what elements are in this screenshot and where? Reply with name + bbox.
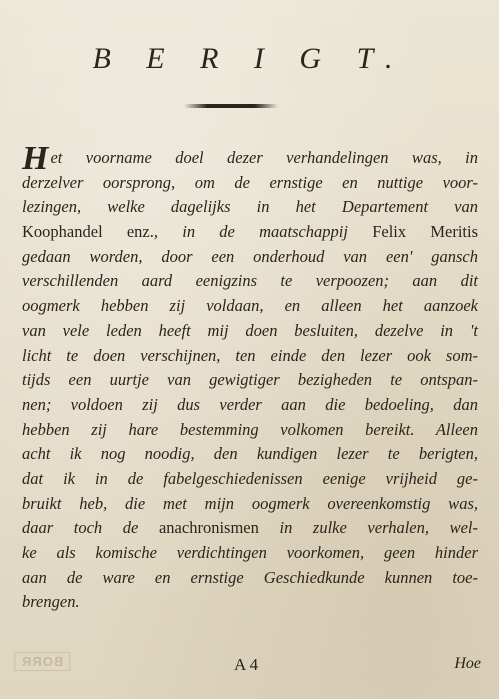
body-text (22, 140, 479, 615)
heading-rule (184, 104, 278, 108)
text-line: tijds een uurtje van gewigtiger bezigheden te ontspan- (22, 370, 478, 390)
text-span: daar toch de (22, 518, 159, 538)
text-span: in de maatschappij (158, 222, 373, 242)
text-line: aan de ware en ernstige Geschiedkunde kunnen toe- (22, 567, 478, 587)
text-line: licht te doen verschijnen, ten einde den lezer ook som- (22, 345, 478, 365)
text-line: dat ik in de fabelgeschiedenissen eenige vrijheid ge- (22, 468, 478, 488)
catchword: Hoe (454, 655, 481, 672)
text-line (22, 516, 478, 541)
drop-cap: H (22, 140, 49, 177)
text-line: verschillenden aard eenigzins te verpoozen; aan dit (22, 271, 478, 291)
text-line: lezingen, welke dagelijks in het Departement van (22, 197, 478, 217)
text-span: in zulke verhalen, wel- (258, 518, 479, 538)
text-line: gedaan worden, door een onderhoud van een' gansch (22, 246, 478, 266)
text-line (22, 140, 478, 177)
text-line: brengen. (22, 592, 80, 612)
text-line: derzelver oorsprong, om de ernstige en nuttige voor- (22, 172, 478, 192)
text-line: oogmerk hebben zij voldaan, en alleen het aanzoek (22, 296, 478, 316)
text-span: et voorname doel dezer verhandelingen was, in (50, 148, 478, 167)
text-line (22, 220, 478, 245)
text-line: hebben zij hare bestemming volkomen bereikt. Alleen (22, 419, 478, 439)
text-line: acht ik nog noodig, den kundigen lezer te berigten, (22, 444, 478, 464)
text-line: ke als komische verdichtingen voorkomen, geen hinder (22, 543, 478, 562)
page-heading: B E R I G T. (92, 42, 407, 75)
text-line: van vele leden heeft mij doen besluiten, dezelve in 't (22, 320, 478, 340)
library-stamp: BORR (14, 652, 70, 671)
signature-mark: A 4 (234, 655, 259, 674)
roman-text: Koophandel enz., (22, 222, 159, 242)
roman-text: Felix Meritis (372, 222, 478, 242)
text-line: nen; voldoen zij dus verder aan die bedoeling, dan (22, 394, 478, 414)
text-line: bruikt heb, die met mijn oogmerk overeenkomstig was, (22, 493, 478, 513)
roman-text: anachronismen (158, 518, 259, 538)
